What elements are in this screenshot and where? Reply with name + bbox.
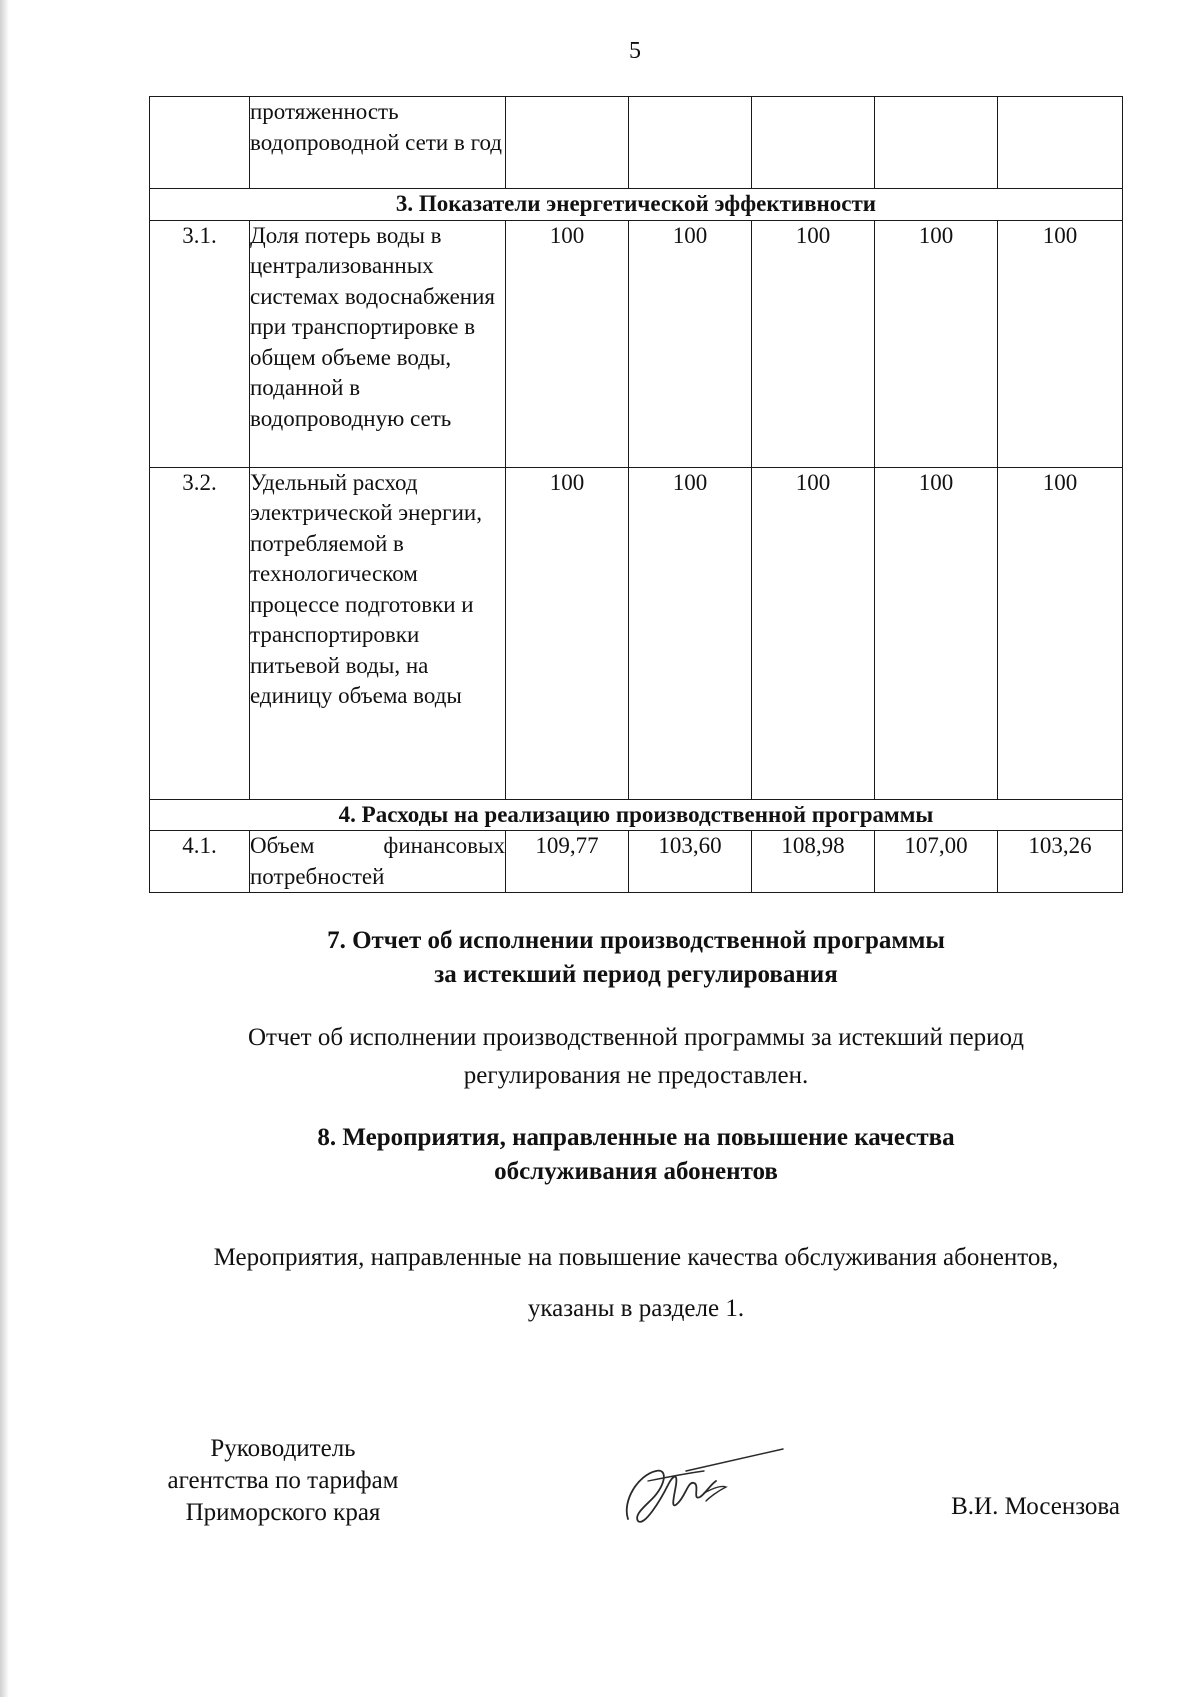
section8-heading-line2: обслуживания абонентов [494, 1158, 778, 1185]
value-cell: 100 [629, 467, 752, 799]
value-cell [875, 97, 998, 189]
table-row [150, 831, 1123, 893]
value-cell: 100 [629, 220, 752, 467]
indicator-name: Доля потерь воды в централизованных системах водоснабжения при транспортировке в общем объеме воды, поданной в водопроводную сеть [250, 220, 506, 467]
section8-heading-line1: 8. Мероприятия, направленные на повышение качества [317, 1124, 955, 1151]
table-row-carryover [150, 97, 1123, 189]
signer-position-line1: Руководитель [210, 1435, 356, 1462]
section8-text [150, 1232, 1122, 1334]
value-cell [506, 97, 629, 189]
value-cell: 109,77 [506, 831, 629, 893]
scan-edge-shadow [0, 0, 9, 1697]
value-cell: 103,60 [629, 831, 752, 893]
value-cell: 100 [875, 220, 998, 467]
indicator-name: Удельный расход электрической энергии, потребляемой в технологическом процессе подготовки и транспортировки питьевой воды, на единицу объема воды [250, 467, 506, 799]
row-number: 3.1. [150, 220, 250, 467]
section-header-row [150, 799, 1123, 831]
value-cell [998, 97, 1123, 189]
value-cell: 100 [752, 467, 875, 799]
value-cell [752, 97, 875, 189]
handwritten-signature [608, 1441, 788, 1531]
value-cell: 100 [998, 467, 1123, 799]
section8-text-line1: Мероприятия, направленные на повышение качества обслуживания абонентов, [213, 1244, 1059, 1271]
value-cell: 103,26 [998, 831, 1123, 893]
value-cell: 107,00 [875, 831, 998, 893]
row-number: 4.1. [150, 831, 250, 893]
section7-heading-line2: за истекший период регулирования [434, 961, 838, 988]
indicator-name: протяженность водопроводной сети в год [250, 97, 506, 189]
value-cell: 100 [506, 220, 629, 467]
section8-text-line2: указаны в разделе 1. [527, 1295, 745, 1322]
section7-text-line2: регулирования не предоставлен. [463, 1062, 809, 1089]
value-cell: 100 [506, 467, 629, 799]
section7-heading-line1: 7. Отчет об исполнении производственной программы [327, 927, 945, 954]
value-cell [629, 97, 752, 189]
value-cell: 108,98 [752, 831, 875, 893]
section7-text [150, 1019, 1122, 1095]
section8-heading [150, 1121, 1122, 1189]
indicator-name: Объем финансовых потребностей [250, 831, 506, 893]
value-cell: 100 [752, 220, 875, 467]
row-number: 3.2. [150, 467, 250, 799]
signer-position-line3: Приморского края [185, 1499, 381, 1526]
section-title-energy: 3. Показатели энергетической эффективности [150, 189, 1123, 221]
value-cell: 100 [998, 220, 1123, 467]
section-title-expenses: 4. Расходы на реализацию производственной программы [150, 799, 1123, 831]
signer-position-line2: агентства по тарифам [167, 1467, 399, 1494]
signer-name: В.И. Мосензова [951, 1493, 1120, 1520]
section7-heading [150, 924, 1122, 992]
signer-position [148, 1433, 418, 1529]
indicators-table [149, 96, 1123, 893]
row-number [150, 97, 250, 189]
table-row [150, 467, 1123, 799]
page-number: 5 [629, 38, 641, 64]
value-cell: 100 [875, 467, 998, 799]
table-row [150, 220, 1123, 467]
section-header-row [150, 189, 1123, 221]
section7-text-line1: Отчет об исполнении производственной программы за истекший период [248, 1024, 1024, 1051]
